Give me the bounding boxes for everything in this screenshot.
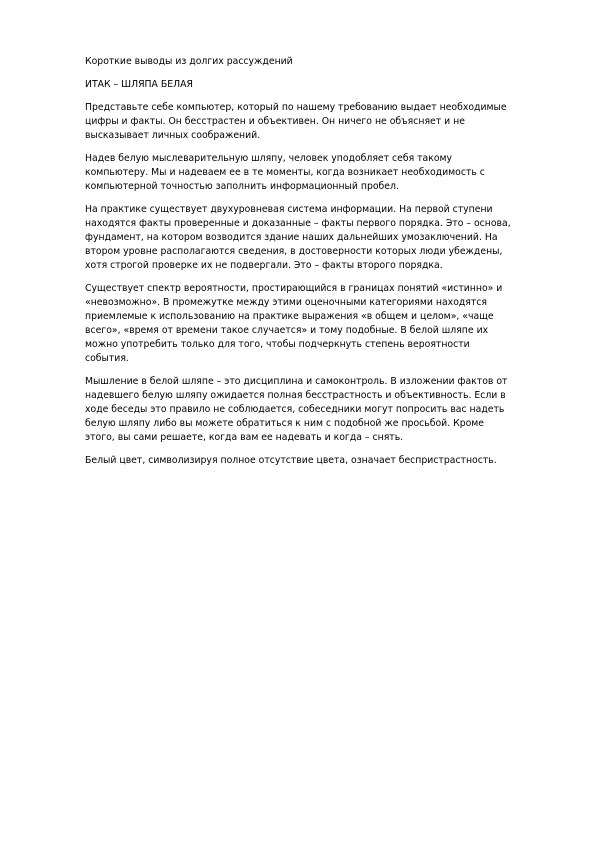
paragraph: Белый цвет, символизируя полное отсутствие цвета, означает беспристрастность. [85,455,497,466]
document-title: Короткие выводы из долгих рассуждений [85,56,293,67]
paragraph: Существует спектр вероятности, простирающийся в границах понятий «истинно» и «невозможно». В промежутке между этими оценочными категориями находятся приемлемые к использованию на практике выражения «в общем и целом», «чаще всего», «время от времени такое случается» и тому подобные. В белой шляпе их можно употребить только для того, чтобы подчеркнуть степень вероятности события. [85,283,503,364]
paragraph: Надев белую мыслеварительную шляпу, человек уподобляет себя такому компьютеру. Мы и надеваем ее в те моменты, когда возникает необходимость с компьютерной точностью заполнить информационный пробел. [85,153,485,192]
paragraph: На практике существует двухуровневая система информации. На первой ступени находятся факты проверенные и доказанные – факты первого порядка. Это – основа, фундамент, на котором возводится здание наших дальнейших умозаключений. На втором уровне располагаются сведения, в достоверности которых люди убеждены, хотя строгой проверке их не подвергали. Это – факты второго порядка. [85,204,511,271]
document-subtitle: ИТАК – ШЛЯПА БЕЛАЯ [85,79,193,90]
paragraph: Мышление в белой шляпе – это дисциплина и самоконтроль. В изложении фактов от надевшего белую шляпу ожидается полная бесстрастность и объективность. Если в ходе беседы это правило не соблюдается, собеседники могут попросить вас надеть белую шляпу либо вы можете обратиться к ним с подобной же просьбой. Кроме этого, вы сами решаете, когда вам ее надевать и когда – снять. [85,376,508,443]
document-body [85,55,515,477]
paragraph: Представьте себе компьютер, который по нашему требованию выдает необходимые цифры и факты. Он бесстрастен и объективен. Он ничего не объясняет и не высказывает личных соображений. [85,102,507,141]
